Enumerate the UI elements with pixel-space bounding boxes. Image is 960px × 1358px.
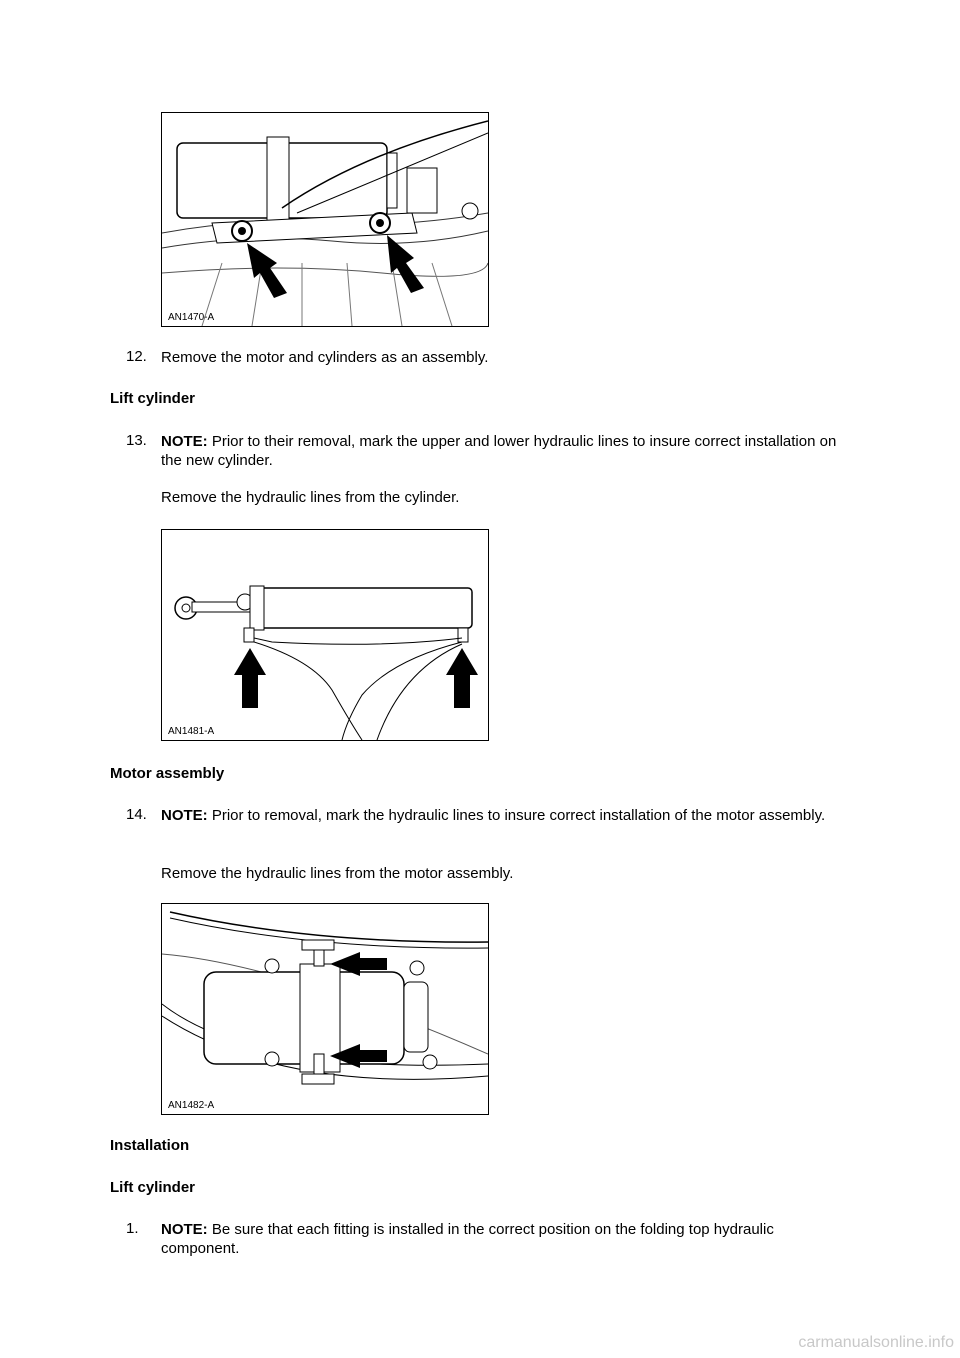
figure-motor-assembly — [161, 903, 489, 1115]
step-text: Remove the motor and cylinders as an assembly. — [161, 349, 489, 366]
section-heading: Lift cylinder — [110, 390, 196, 407]
motor-mounting-illustration — [162, 113, 488, 326]
note-paragraph — [161, 432, 841, 470]
lift-cylinder-illustration — [162, 530, 488, 740]
figure-label: AN1481-A — [168, 726, 215, 737]
section-heading: Installation — [110, 1137, 190, 1154]
step-text: Remove the hydraulic lines from the cylinder. — [161, 489, 460, 506]
figure-motor-mounting — [161, 112, 489, 327]
section-heading: Motor assembly — [110, 765, 225, 782]
section-heading: Lift cylinder — [110, 1179, 196, 1196]
note-label: NOTE: — [161, 807, 208, 824]
watermark: carmanualsonline.info — [798, 1334, 954, 1351]
figure-label: AN1470-A — [168, 312, 215, 323]
note-paragraph — [161, 1220, 841, 1258]
note-paragraph — [161, 806, 841, 825]
step-number: 1. — [126, 1220, 139, 1237]
note-label: NOTE: — [161, 433, 208, 450]
note-text: Prior to removal, mark the hydraulic lines to insure correct installation of the motor assembly. — [207, 807, 826, 824]
motor-assembly-illustration — [162, 904, 488, 1114]
step-number: 12. — [126, 348, 147, 365]
note-label: NOTE: — [161, 1221, 208, 1238]
step-text: Remove the hydraulic lines from the motor assembly. — [161, 865, 514, 882]
step-number: 14. — [126, 806, 147, 823]
figure-label: AN1482-A — [168, 1100, 215, 1111]
figure-lift-cylinder — [161, 529, 489, 741]
note-text: Be sure that each fitting is installed in the correct position on the folding top hydraulic component. — [161, 1221, 774, 1257]
step-number: 13. — [126, 432, 147, 449]
note-text: Prior to their removal, mark the upper and lower hydraulic lines to insure correct installation on the new cylinder. — [161, 433, 837, 469]
